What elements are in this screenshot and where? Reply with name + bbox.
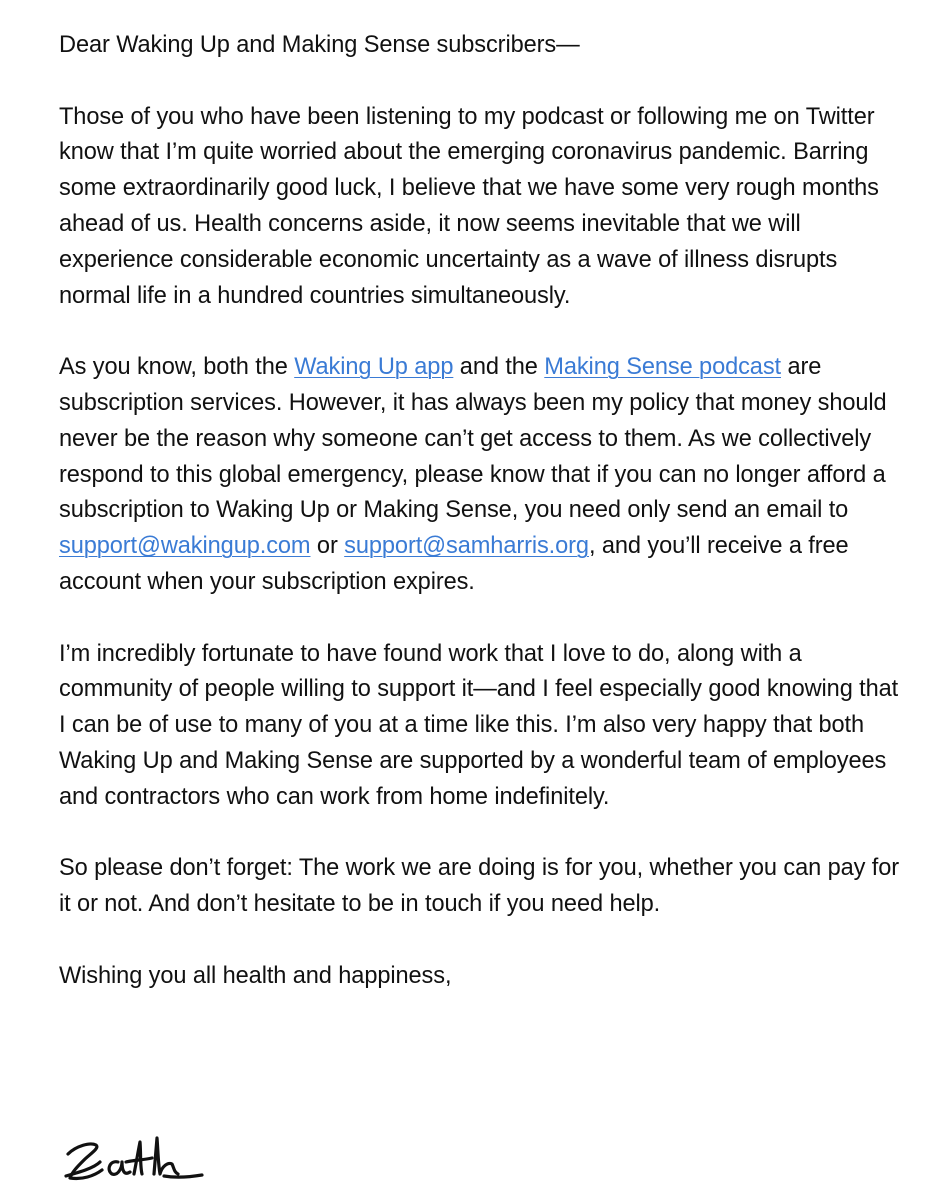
paragraph-2 xyxy=(59,350,909,601)
wakingup-support-email-link[interactable]: support@wakingup.com xyxy=(59,533,311,560)
letter-body xyxy=(59,28,909,1030)
samharris-support-email-link[interactable]: support@samharris.org xyxy=(344,533,589,560)
closing-line: Wishing you all health and happiness, xyxy=(59,962,452,989)
greeting: Dear Waking Up and Making Sense subscribers— xyxy=(59,32,580,58)
paragraph-1: Those of you who have been listening to my podcast or following me on Twitter know that I’m quite worried about the emerging coronavirus pandemic. Barring some extraordinarily good luck, I believe that we have some very rough months ahead of us. Health concerns aside, it now seems inevitable that we will experience considerable economic uncertainty as a wave of illness disrupts normal life in a hundred countries simultaneously. xyxy=(59,103,879,309)
paragraph-2-text-3: are subscription services. However, it has always been my policy that money should never be the reason why someone can’t get access to them. As we collectively respond to this global emergency, please know that if you can no longer afford a subscription to Waking Up or Making Sense, you need only send an email to xyxy=(59,354,887,524)
paragraph-2-text-5: , and you’ll receive a free account when your subscription expires. xyxy=(59,533,849,595)
paragraph-2-text-2: and the xyxy=(453,354,545,381)
paragraph-3: I’m incredibly fortunate to have found work that I love to do, along with a community of people willing to support it—and I feel especially good knowing that I can be of use to many of you at a time like this. I’m also very happy that both Waking Up and Making Sense are supported by a wonderful team of employees and contractors who can work from home indefinitely. xyxy=(59,640,899,810)
paragraph-2-text-1: As you know, both the xyxy=(59,354,295,381)
waking-up-app-link[interactable]: Waking Up app xyxy=(294,354,454,381)
handwritten-signature xyxy=(60,1132,210,1194)
making-sense-podcast-link[interactable]: Making Sense podcast xyxy=(544,354,781,381)
paragraph-2-text-4: or xyxy=(310,533,345,560)
paragraph-4: So please don’t forget: The work we are doing is for you, whether you can pay for it or not. And don’t hesitate to be in touch if you need help. xyxy=(59,855,900,918)
